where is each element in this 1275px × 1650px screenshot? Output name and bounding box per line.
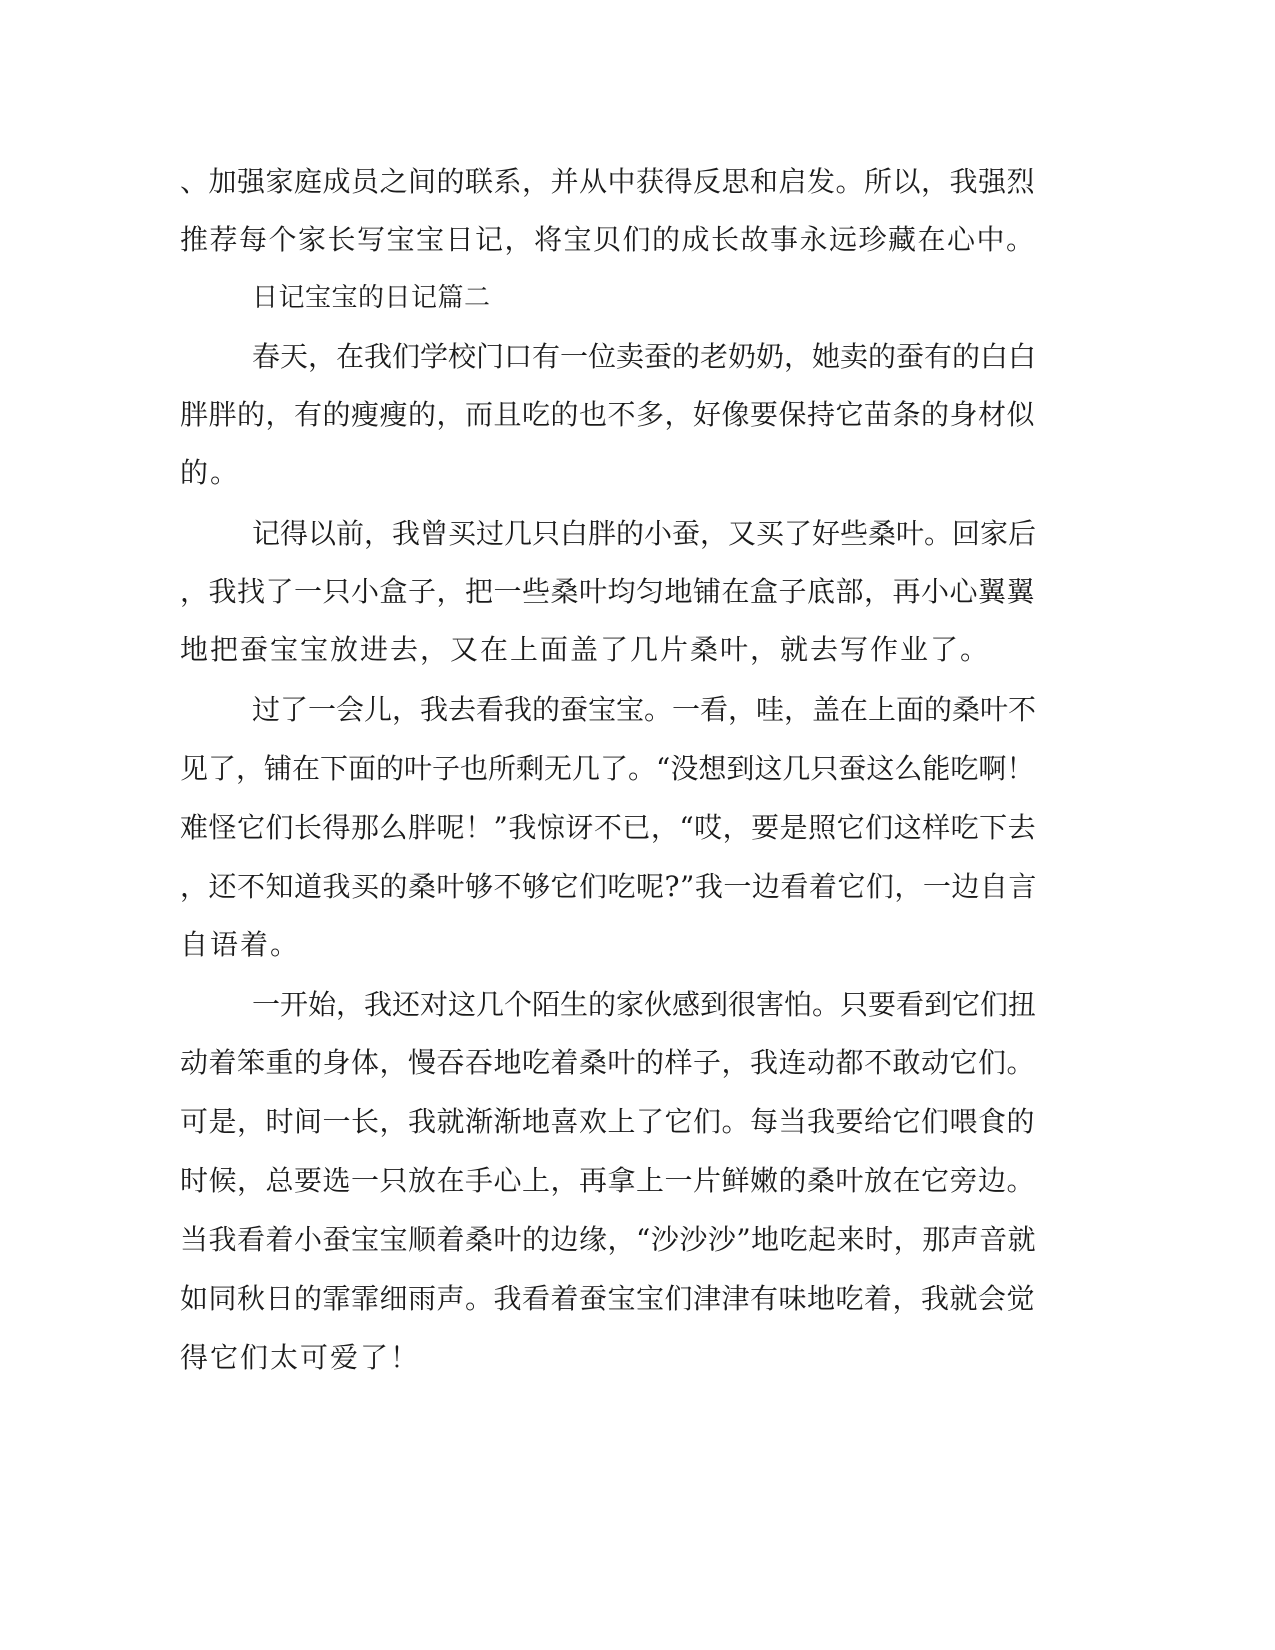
paragraph-line: 、加强家庭成员之间的联系，并从中获得反思和启发。所以，我强烈 xyxy=(180,165,1036,198)
paragraph-line: 难怪它们长得那么胖呢！”我惊讶不已，“哎，要是照它们这样吃下去 xyxy=(180,811,1037,844)
paragraph-line: 胖胖的，有的瘦瘦的，而且吃的也不多，好像要保持它苗条的身材似 xyxy=(180,398,1036,431)
paragraph-line: 当我看着小蚕宝宝顺着桑叶的边缘，“沙沙沙”地吃起来时，那声音就 xyxy=(180,1223,1037,1256)
paragraph-line: 一开始，我还对这几个陌生的家伙感到很害怕。只要看到它们扭 xyxy=(252,988,1037,1021)
paragraph-line: ，我找了一只小盒子，把一些桑叶均匀地铺在盒子底部，再小心翼翼 xyxy=(180,575,1036,608)
section-heading: 日记宝宝的日记篇二 xyxy=(252,283,491,313)
paragraph-line: ，还不知道我买的桑叶够不够它们吃呢?”我一边看着它们，一边自言 xyxy=(180,870,1037,903)
paragraph-line: 推荐每个家长写宝宝日记，将宝贝们的成长故事永远珍藏在心中。 xyxy=(180,223,1036,256)
paragraph-line: 春天，在我们学校门口有一位卖蚕的老奶奶，她卖的蚕有的白白 xyxy=(252,340,1037,373)
paragraph-line: 时候，总要选一只放在手心上，再拿上一片鲜嫩的桑叶放在它旁边。 xyxy=(180,1164,1036,1197)
paragraph-line: 的。 xyxy=(180,456,241,489)
paragraph-line: 过了一会儿，我去看我的蚕宝宝。一看，哇，盖在上面的桑叶不 xyxy=(252,693,1037,726)
paragraph-line: 得它们太可爱了！ xyxy=(180,1341,421,1374)
paragraph-line: 可是，时间一长，我就渐渐地喜欢上了它们。每当我要给它们喂食的 xyxy=(180,1105,1036,1138)
paragraph-line: 动着笨重的身体，慢吞吞地吃着桑叶的样子，我连动都不敢动它们。 xyxy=(180,1046,1036,1079)
paragraph-line: 见了，铺在下面的叶子也所剩无几了。“没想到这几只蚕这么能吃啊！ xyxy=(180,752,1035,785)
paragraph-line: 记得以前，我曾买过几只白胖的小蚕，又买了好些桑叶。回家后 xyxy=(252,517,1037,550)
paragraph-line: 地把蚕宝宝放进去，又在上面盖了几片桑叶，就去写作业了。 xyxy=(180,633,991,666)
paragraph-line: 自语着。 xyxy=(180,928,301,961)
paragraph-line: 如同秋日的霏霏细雨声。我看着蚕宝宝们津津有味地吃着，我就会觉 xyxy=(180,1282,1036,1315)
